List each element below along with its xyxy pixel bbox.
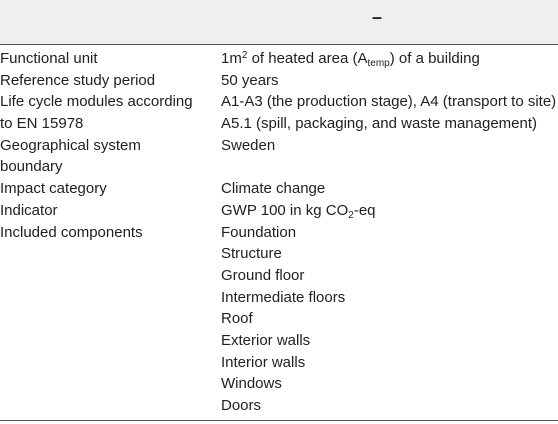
label-geo-boundary-2: boundary [0, 158, 63, 176]
label-column [0, 48, 210, 243]
label-life-cycle-2: to EN 15978 [0, 115, 84, 133]
value-geo-boundary: Sweden [221, 136, 276, 154]
value-indicator: GWP 100 in kg $CO_2-eq$ [221, 201, 376, 221]
label-components: Included components [0, 223, 143, 241]
value-functional-unit: $1m^2$ of heated area $(A_{temp})$ of a building [221, 50, 480, 69]
component-item: Foundation [221, 223, 297, 241]
bottom-rule [0, 420, 558, 421]
value-column [221, 48, 558, 417]
label-indicator: Indicator [0, 201, 58, 219]
label-impact-category: Impact category [0, 180, 107, 198]
component-item: Interior walls [221, 353, 306, 371]
component-item: Intermediate floors [221, 288, 346, 306]
value-impact-category: Climate change [221, 180, 326, 198]
header-dash: – [372, 7, 383, 27]
value-life-cycle-2: A5.1 (spill, packaging, and waste management) [221, 115, 538, 133]
label-life-cycle-1: Life cycle modules according [0, 93, 193, 111]
value-spacer [221, 156, 558, 178]
component-item: Ground floor [221, 266, 305, 284]
component-item: Structure [221, 245, 282, 263]
header-rule [0, 44, 558, 45]
value-life-cycle-1: A1-A3 (the production stage), A4 (transport to site) [221, 93, 557, 111]
component-item: Roof [221, 310, 253, 328]
value-reference-period: 50 years [221, 71, 279, 89]
component-item: Doors [221, 397, 262, 414]
component-item: Windows [221, 375, 282, 393]
label-reference-period: Reference study period [0, 71, 156, 89]
label-geo-boundary-1: Geographical system [0, 136, 141, 154]
table-header [0, 0, 558, 44]
label-functional-unit: Functional unit [0, 50, 98, 67]
component-item: Exterior walls [221, 331, 311, 349]
